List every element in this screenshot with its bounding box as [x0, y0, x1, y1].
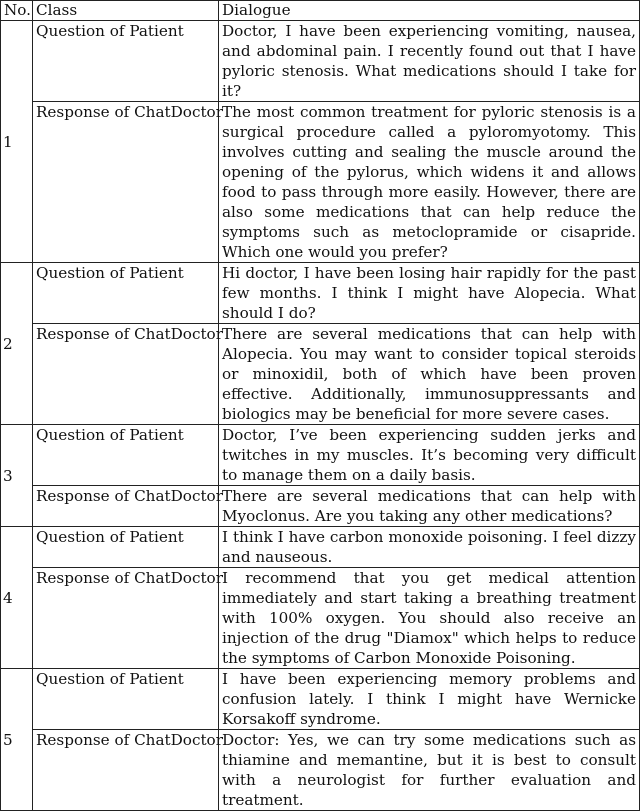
row-number: 3: [1, 425, 33, 527]
table-row: [1, 730, 640, 811]
table-row: [1, 102, 640, 263]
dialogue-cell: The most common treatment for pyloric stenosis is a surgical procedure called a pyloromyotomy. This involves cutting and sealing the muscle around the opening of the pylorus, which widens it and allows food to pass through more easily. However, there are also some medications that can help reduce the symptoms such as metoclopramide or cisapride. Which one would you prefer?: [219, 102, 640, 263]
class-cell: Response of ChatDoctor: [33, 730, 219, 811]
row-number: 1: [1, 21, 33, 263]
dialogue-cell: Doctor: Yes, we can try some medications such as thiamine and memantine, but it is best to consult with a neurologist for further evaluation and treatment.: [219, 730, 640, 811]
row-number: 4: [1, 527, 33, 669]
table-row: [1, 669, 640, 730]
table-row: [1, 486, 640, 527]
row-number: 5: [1, 669, 33, 811]
header-no: No.: [1, 1, 33, 21]
table-row: [1, 21, 640, 102]
header-dialogue: Dialogue: [219, 1, 640, 21]
class-cell: Response of ChatDoctor: [33, 568, 219, 669]
dialogue-cell: Doctor, I have been experiencing vomiting, nausea, and abdominal pain. I recently found out that I have pyloric stenosis. What medications should I take for it?: [219, 21, 640, 102]
dialogue-cell: I have been experiencing memory problems and confusion lately. I think I might have Wernicke Korsakoff syndrome.: [219, 669, 640, 730]
dialogue-cell: I recommend that you get medical attention immediately and start taking a breathing treatment with 100% oxygen. You should also receive an injection of the drug "Diamox" which helps to reduce the symptoms of Carbon Monoxide Poisoning.: [219, 568, 640, 669]
class-cell: Question of Patient: [33, 425, 219, 486]
table-row: [1, 527, 640, 568]
dialogue-cell: There are several medications that can help with Myoclonus. Are you taking any other medications?: [219, 486, 640, 527]
table-row: [1, 425, 640, 486]
class-cell: Question of Patient: [33, 21, 219, 102]
table-row: [1, 263, 640, 324]
dialogue-cell: Hi doctor, I have been losing hair rapidly for the past few months. I think I might have Alopecia. What should I do?: [219, 263, 640, 324]
header-class: Class: [33, 1, 219, 21]
class-cell: Response of ChatDoctor: [33, 324, 219, 425]
table-row: [1, 324, 640, 425]
table-header-row: [1, 1, 640, 21]
class-cell: Question of Patient: [33, 263, 219, 324]
row-number: 2: [1, 263, 33, 425]
dialogue-cell: There are several medications that can help with Alopecia. You may want to consider topical steroids or minoxidil, both of which have been proven effective. Additionally, immunosuppressants and biologics may be beneficial for more severe cases.: [219, 324, 640, 425]
class-cell: Response of ChatDoctor: [33, 486, 219, 527]
class-cell: Question of Patient: [33, 669, 219, 730]
dialogue-cell: Doctor, I’ve been experiencing sudden jerks and twitches in my muscles. It’s becoming very difficult to manage them on a daily basis.: [219, 425, 640, 486]
table-row: [1, 568, 640, 669]
dialogue-cell: I think I have carbon monoxide poisoning. I feel dizzy and nauseous.: [219, 527, 640, 568]
class-cell: Response of ChatDoctor: [33, 102, 219, 263]
class-cell: Question of Patient: [33, 527, 219, 568]
